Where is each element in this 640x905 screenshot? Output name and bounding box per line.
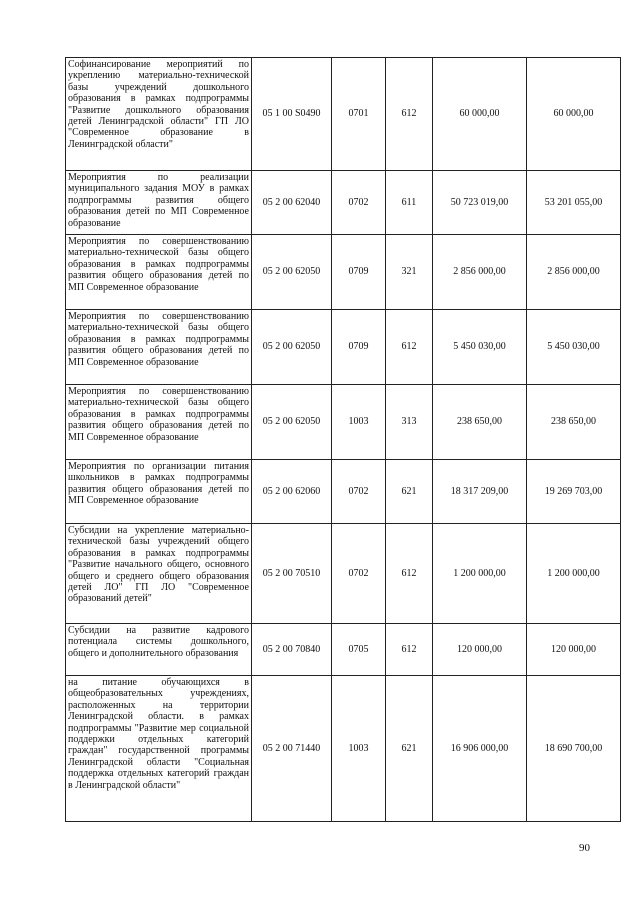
- row-section-code: 0702: [332, 460, 386, 524]
- row-description: Мероприятия по совершенствованию материально-технической базы общего образования в рамках подпрограммы развития общего образования детей по МП Современное образование: [66, 385, 252, 460]
- row-expense-type-code: 612: [386, 310, 433, 385]
- row-target-article-code: 05 2 00 71440: [252, 676, 332, 822]
- row-amount-1: 1 200 000,00: [433, 524, 527, 624]
- row-section-code: 0709: [332, 235, 386, 310]
- row-description: Мероприятия по реализации муниципального задания МОУ в рамках подпрограммы развития общего образования детей по МП Современное образование: [66, 171, 252, 235]
- row-expense-type-code: 612: [386, 524, 433, 624]
- row-expense-type-code: 313: [386, 385, 433, 460]
- row-amount-2: 1 200 000,00: [527, 524, 621, 624]
- row-expense-type-code: 321: [386, 235, 433, 310]
- row-amount-1: 5 450 030,00: [433, 310, 527, 385]
- row-section-code: 1003: [332, 385, 386, 460]
- row-amount-2: 238 650,00: [527, 385, 621, 460]
- row-target-article-code: 05 2 00 70510: [252, 524, 332, 624]
- row-amount-1: 238 650,00: [433, 385, 527, 460]
- row-amount-1: 18 317 209,00: [433, 460, 527, 524]
- row-section-code: 0701: [332, 58, 386, 171]
- table-row: [66, 310, 621, 385]
- row-amount-2: 53 201 055,00: [527, 171, 621, 235]
- page-number: 90: [579, 842, 590, 854]
- row-description: Мероприятия по организации питания школьников в рамках подпрограммы развития общего образования детей по МП Современное образование: [66, 460, 252, 524]
- row-target-article-code: 05 2 00 62050: [252, 385, 332, 460]
- budget-table: [65, 57, 621, 822]
- row-target-article-code: 05 1 00 S0490: [252, 58, 332, 171]
- row-amount-1: 2 856 000,00: [433, 235, 527, 310]
- row-target-article-code: 05 2 00 62060: [252, 460, 332, 524]
- table-row: [66, 676, 621, 822]
- row-description: Мероприятия по совершенствованию материально-технической базы общего образования в рамках подпрограммы развития общего образования детей по МП Современное образование: [66, 235, 252, 310]
- row-target-article-code: 05 2 00 62040: [252, 171, 332, 235]
- row-amount-2: 60 000,00: [527, 58, 621, 171]
- table-row: [66, 385, 621, 460]
- row-amount-2: 19 269 703,00: [527, 460, 621, 524]
- row-section-code: 0705: [332, 624, 386, 676]
- table-row: [66, 171, 621, 235]
- row-target-article-code: 05 2 00 62050: [252, 310, 332, 385]
- row-description: Мероприятия по совершенствованию материально-технической базы общего образования в рамках подпрограммы развития общего образования детей по МП Современное образование: [66, 310, 252, 385]
- row-description: на питание обучающихся в общеобразовательных учреждениях, расположенных на территории Ленинградской области. в рамках подпрограммы "Развитие мер социальной поддержки отдельных категорий граждан" государственной программы Ленинградской области "Социальная поддержка отдельных категорий граждан в Ленинградской области": [66, 676, 252, 822]
- table-row: [66, 524, 621, 624]
- row-expense-type-code: 612: [386, 624, 433, 676]
- row-amount-1: 60 000,00: [433, 58, 527, 171]
- row-amount-2: 5 450 030,00: [527, 310, 621, 385]
- row-amount-1: 120 000,00: [433, 624, 527, 676]
- row-target-article-code: 05 2 00 62050: [252, 235, 332, 310]
- table-row: [66, 58, 621, 171]
- row-expense-type-code: 611: [386, 171, 433, 235]
- row-section-code: 0702: [332, 171, 386, 235]
- table-row: [66, 235, 621, 310]
- row-amount-2: 2 856 000,00: [527, 235, 621, 310]
- table-row: [66, 460, 621, 524]
- row-description: Софинансирование мероприятий по укреплению материально-технической базы учреждений дошкольного образования в рамках подпрограммы "Развитие дошкольного образования детей Ленинградской области" ГП ЛО "Современное образование в Ленинградской области": [66, 58, 252, 171]
- row-section-code: 0702: [332, 524, 386, 624]
- row-expense-type-code: 621: [386, 460, 433, 524]
- row-description: Субсидии на развитие кадрового потенциала системы дошкольного, общего и дополнительного образования: [66, 624, 252, 676]
- row-target-article-code: 05 2 00 70840: [252, 624, 332, 676]
- row-description: Субсидии на укрепление материально-технической базы учреждений общего образования в рамках подпрограммы "Развитие начального общего, основного общего и среднего общего образования детей ЛО" ГП ЛО "Современное образований детей": [66, 524, 252, 624]
- row-amount-2: 120 000,00: [527, 624, 621, 676]
- row-expense-type-code: 612: [386, 58, 433, 171]
- row-amount-1: 50 723 019,00: [433, 171, 527, 235]
- table-row: [66, 624, 621, 676]
- row-section-code: 0709: [332, 310, 386, 385]
- row-amount-1: 16 906 000,00: [433, 676, 527, 822]
- row-expense-type-code: 621: [386, 676, 433, 822]
- row-section-code: 1003: [332, 676, 386, 822]
- row-amount-2: 18 690 700,00: [527, 676, 621, 822]
